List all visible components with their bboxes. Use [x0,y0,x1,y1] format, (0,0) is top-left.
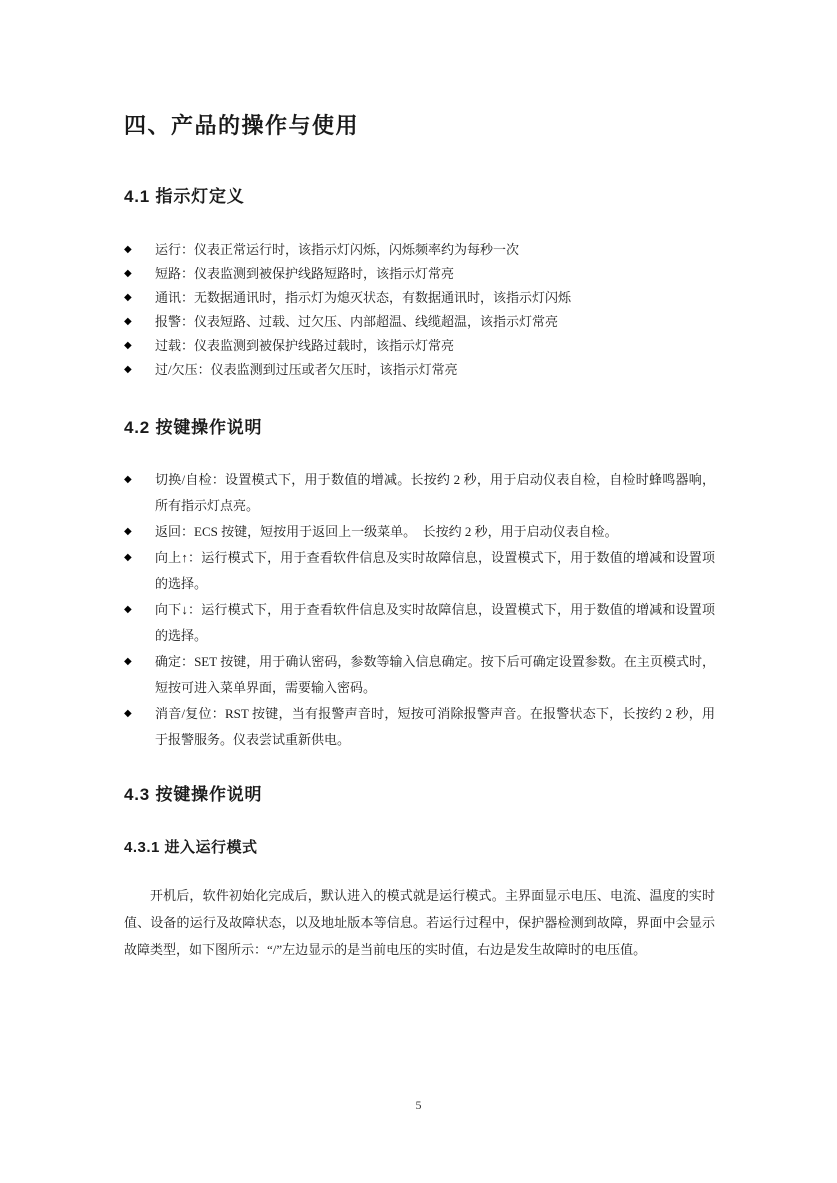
list-item-text: 报警：仪表短路、过载、过欠压、内部超温、线缆超温，该指示灯常亮 [155,314,559,329]
list-item-text: 运行：仪表正常运行时，该指示灯闪烁，闪烁频率约为每秒一次 [155,242,520,257]
key-operation-list [124,467,715,753]
section-4-3 [124,783,715,963]
section-4-3-heading: 4.3 按键操作说明 [124,785,263,804]
list-item-text: 通讯：无数据通讯时，指示灯为熄灭状态，有数据通讯时，该指示灯闪烁 [155,290,572,305]
section-4-1-heading: 4.1 指示灯定义 [124,187,245,206]
section-4-1 [124,185,715,382]
list-item-text: 返回：ECS 按键，短按用于返回上一级菜单。 长按约 2 秒，用于启动仪表自检。 [155,524,618,539]
list-item [124,467,715,519]
list-item [124,701,715,753]
list-item [124,334,715,358]
section-4-2-heading: 4.2 按键操作说明 [124,418,263,437]
list-item-text: 切换/自检：设置模式下，用于数值的增减。长按约 2 秒，用于启动仪表自检，自检时蜂鸣器响，所有指示灯点亮。 [155,472,715,513]
diamond-bullet-icon: ◆ [124,316,132,327]
list-item [124,519,715,545]
indicator-definition-list [124,238,715,382]
list-item [124,286,715,310]
list-item [124,310,715,334]
diamond-bullet-icon: ◆ [124,364,132,375]
section-4-3-1-heading: 4.3.1 进入运行模式 [124,839,258,856]
page-title: 四、产品的操作与使用 [124,113,360,138]
list-item-text: 消音/复位：RST 按键，当有报警声音时，短按可消除报警声音。在报警状态下，长按约 2 秒，用于报警服务。仪表尝试重新供电。 [155,706,715,747]
run-mode-paragraph: 开机后，软件初始化完成后，默认进入的模式就是运行模式。主界面显示电压、电流、温度的实时值、设备的运行及故障状态，以及地址版本等信息。若运行过程中，保护器检测到故障，界面中会显示故障类型，如下图所示：“/”左边显示的是当前电压的实时值，右边是发生故障时的电压值。 [124,888,715,957]
diamond-bullet-icon: ◆ [124,340,132,351]
diamond-bullet-icon: ◆ [124,474,132,485]
section-4-2 [124,416,715,753]
list-item-text: 向下↓：运行模式下，用于查看软件信息及实时故障信息，设置模式下，用于数值的增减和设置项的选择。 [155,602,715,643]
list-item-text: 向上↑：运行模式下，用于查看软件信息及实时故障信息，设置模式下，用于数值的增减和设置项的选择。 [155,550,715,591]
list-item-text: 过载：仪表监测到被保护线路过载时，该指示灯常亮 [155,338,455,353]
diamond-bullet-icon: ◆ [124,604,132,615]
list-item-text: 确定：SET 按键，用于确认密码，参数等输入信息确定。按下后可确定设置参数。在主页模式时，短按可进入菜单界面，需要输入密码。 [155,654,715,695]
list-item [124,649,715,701]
list-item [124,545,715,597]
diamond-bullet-icon: ◆ [124,552,132,563]
diamond-bullet-icon: ◆ [124,244,132,255]
list-item [124,597,715,649]
diamond-bullet-icon: ◆ [124,268,132,279]
list-item [124,262,715,286]
list-item-text: 短路：仪表监测到被保护线路短路时，该指示灯常亮 [155,266,455,281]
list-item [124,238,715,262]
diamond-bullet-icon: ◆ [124,526,132,537]
diamond-bullet-icon: ◆ [124,708,132,719]
diamond-bullet-icon: ◆ [124,656,132,667]
list-item [124,358,715,382]
list-item-text: 过/欠压：仪表监测到过压或者欠压时，该指示灯常亮 [155,362,458,377]
page-number: 5 [415,1098,422,1112]
diamond-bullet-icon: ◆ [124,292,132,303]
